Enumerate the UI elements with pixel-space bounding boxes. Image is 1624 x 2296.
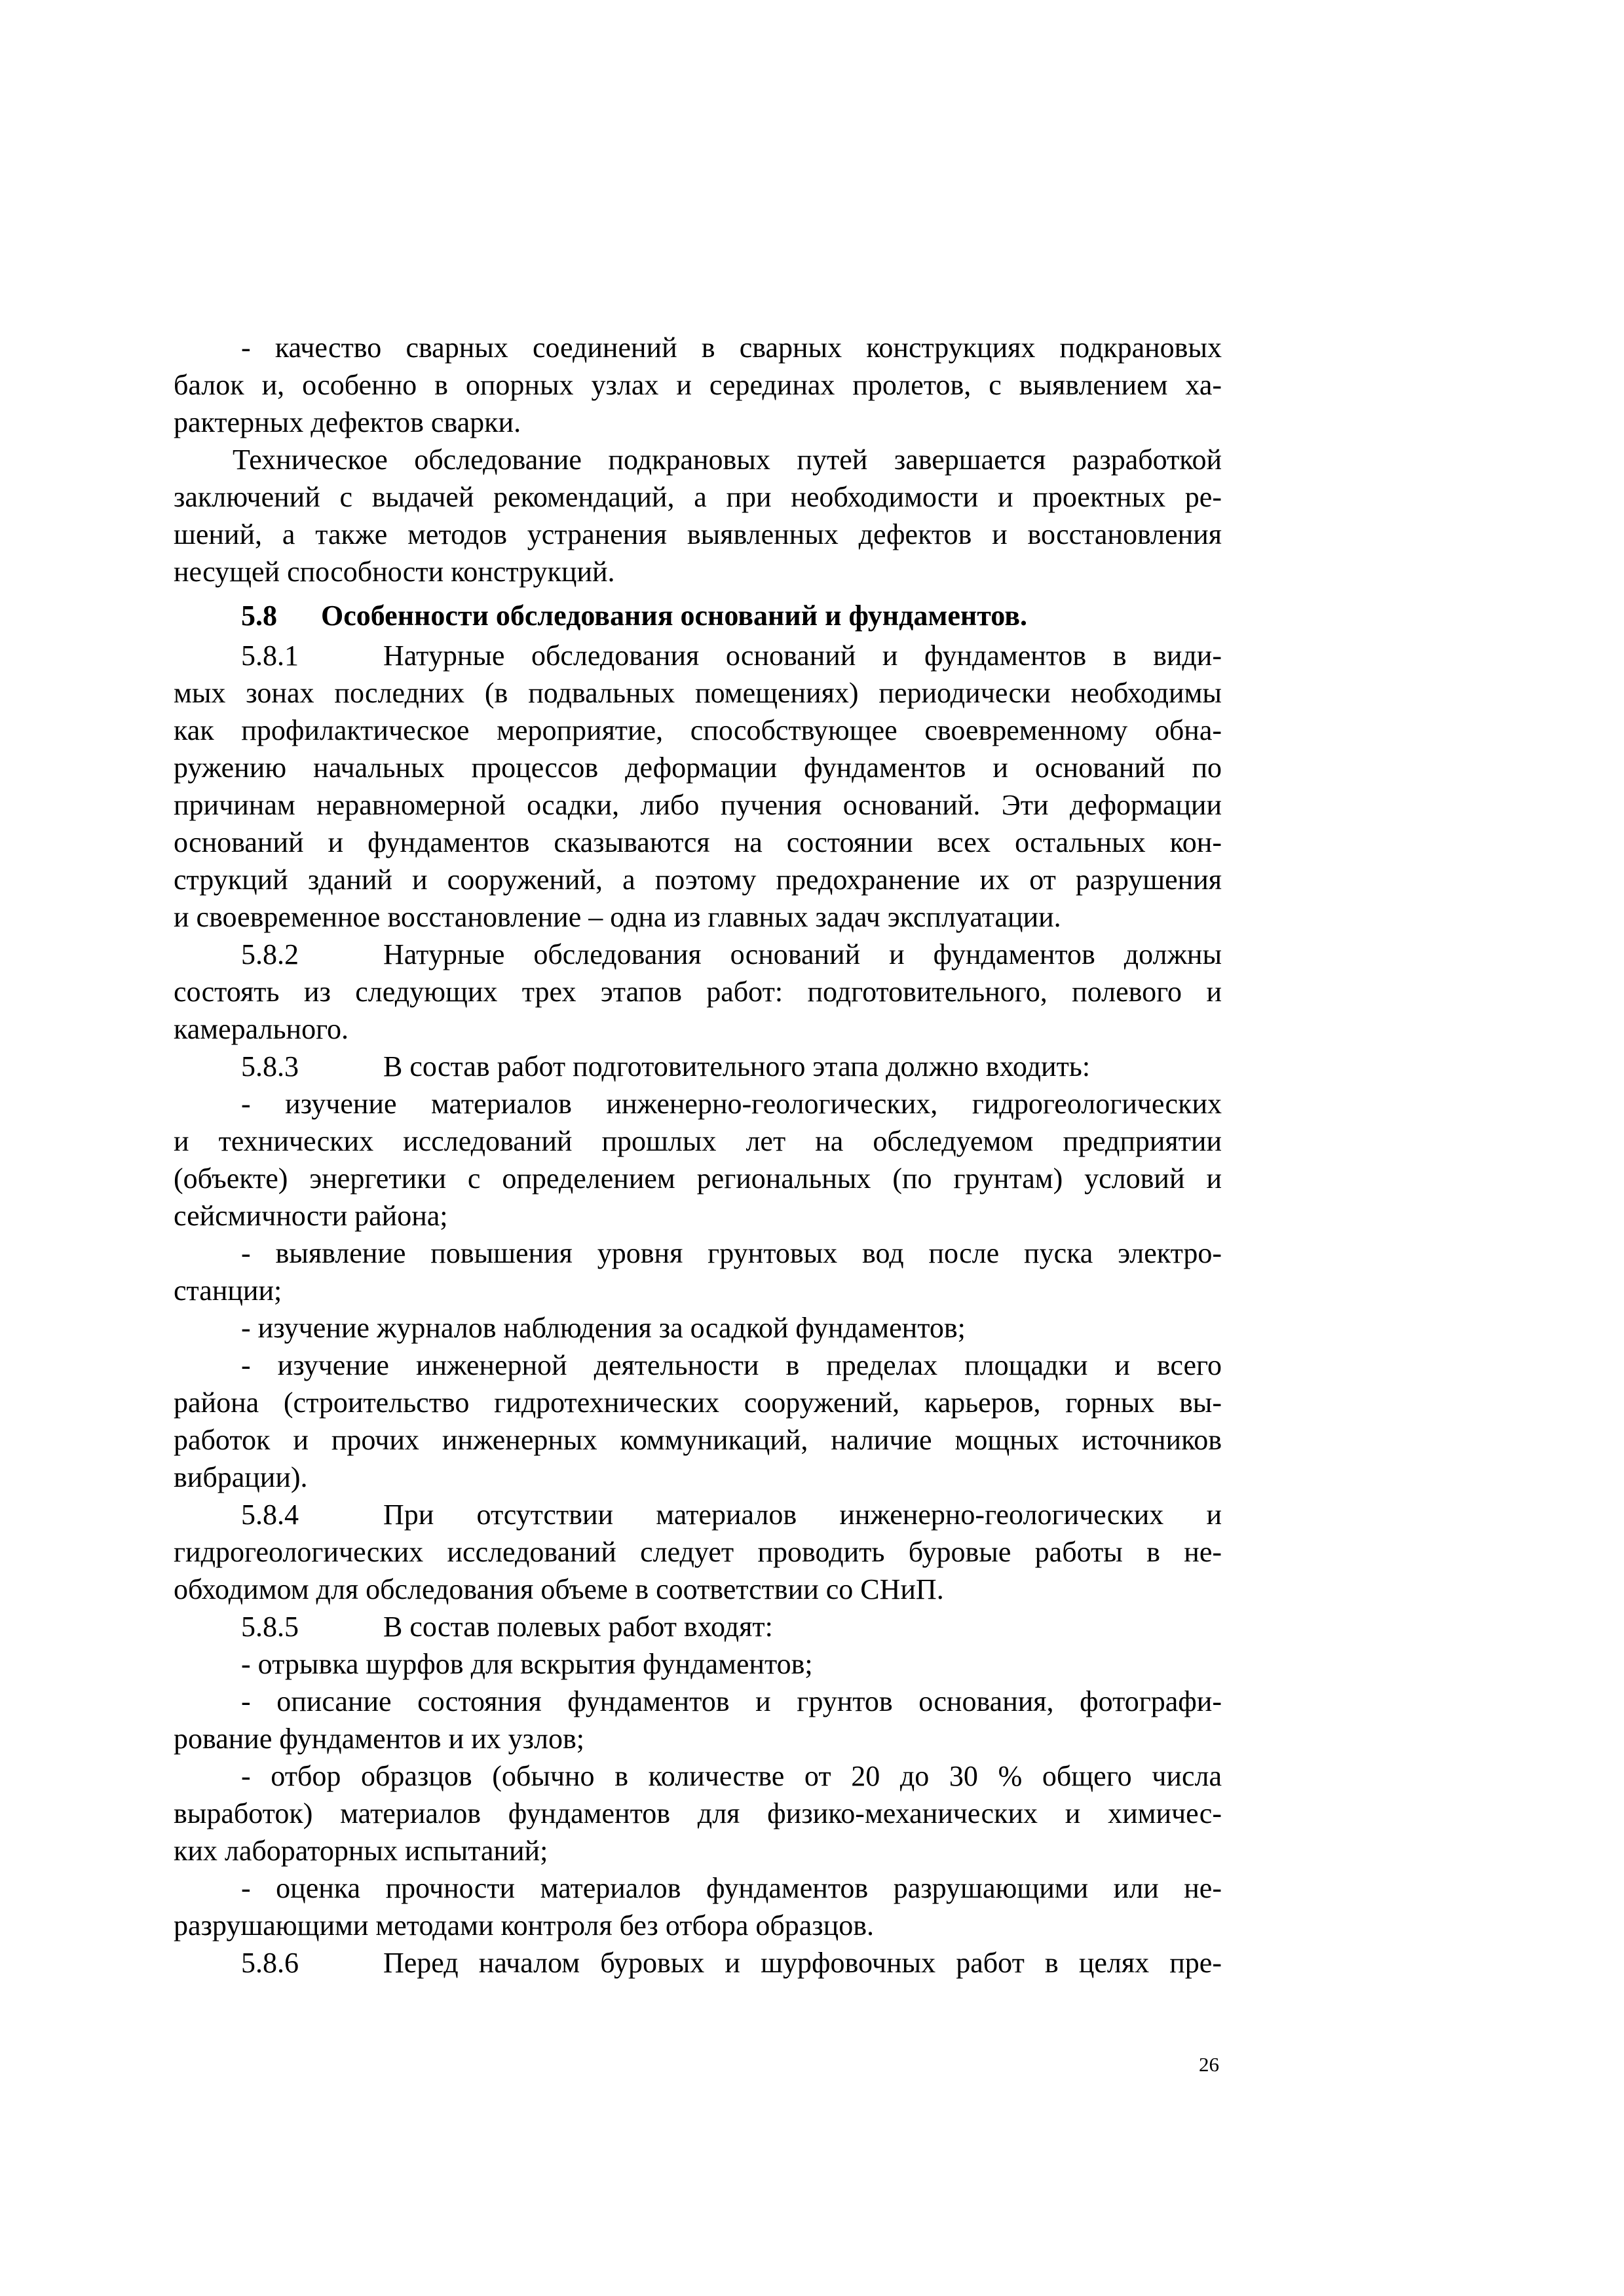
- text-line: струкций зданий и сооружений, а поэтому предохранение их от разрушения: [174, 864, 1222, 896]
- clause-5-8-3: [174, 1048, 1222, 1085]
- text-line: Техническое обследование подкрановых путей завершается разработкой: [233, 444, 1222, 476]
- text-line: несущей способности конструкций.: [174, 556, 615, 588]
- text-line: ружению начальных процессов деформации фундаментов и оснований по: [174, 752, 1222, 784]
- text-line: - изучение инженерной деятельности в пределах площадки и всего: [241, 1349, 1222, 1381]
- text-line: рактерных дефектов сварки.: [174, 406, 521, 438]
- clause-number: 5.8.1: [241, 640, 299, 672]
- text-line: как профилактическое мероприятие, способствующее своевременному обна-: [174, 714, 1222, 746]
- text-line: станции;: [174, 1274, 282, 1307]
- text-line: шений, а также методов устранения выявленных дефектов и восстановления: [174, 518, 1222, 550]
- bullet-settlement-logs: [174, 1309, 1222, 1347]
- bullet-pits: [174, 1645, 1222, 1683]
- clause-5-8-6: [174, 1944, 1222, 1981]
- text-line: - выявление повышения уровня грунтовых вод после пуска электро-: [241, 1237, 1222, 1269]
- text-line: заключений с выдачей рекомендаций, а при необходимости и проектных ре-: [174, 481, 1222, 513]
- clause-first-line: [174, 1944, 1222, 1981]
- text-line: оснований и фундаментов сказываются на состоянии всех остальных кон-: [174, 826, 1222, 858]
- text-line: балок и, особенно в опорных узлах и серединах пролетов, с выявлением ха-: [174, 369, 1222, 401]
- page-body: [174, 329, 1222, 1981]
- clause-5-8-1: [174, 637, 1222, 936]
- text-line: - качество сварных соединений в сварных конструкциях подкрановых: [241, 332, 1222, 364]
- clause-5-8-5: [174, 1608, 1222, 1645]
- text-line: рование фундаментов и их узлов;: [174, 1723, 584, 1755]
- clause-number: 5.8.5: [241, 1611, 299, 1643]
- clause-text: Натурные обследования оснований и фундаментов должны: [383, 938, 1222, 970]
- text-line: камерального.: [174, 1013, 349, 1045]
- section-number: 5.8: [241, 600, 277, 632]
- text-line: гидрогеологических исследований следует проводить буровые работы в не-: [174, 1536, 1222, 1568]
- text-line: района (строительство гидротехнических сооружений, карьеров, горных вы-: [174, 1387, 1222, 1419]
- text-line: - оценка прочности материалов фундаментов разрушающими или не-: [241, 1872, 1222, 1904]
- text-line: разрушающими методами контроля без отбора образцов.: [174, 1909, 874, 1942]
- clause-first-line: [174, 637, 1222, 674]
- bullet-sampling: [174, 1757, 1222, 1869]
- bullet-groundwater: [174, 1234, 1222, 1309]
- clause-number: 5.8.3: [241, 1050, 299, 1082]
- text-line: и технических исследований прошлых лет на обследуемом предприятии: [174, 1125, 1222, 1157]
- clause-number: 5.8.6: [241, 1947, 299, 1979]
- clause-5-8-2: [174, 936, 1222, 1048]
- clause-number: 5.8.4: [241, 1499, 299, 1531]
- text-line: мых зонах последних (в подвальных помещениях) периодически необходимы: [174, 677, 1222, 709]
- bullet-weld-quality: [174, 329, 1222, 441]
- text-line: (объекте) энергетики с определением региональных (по грунтам) условий и: [174, 1162, 1222, 1195]
- text-line: вибрации).: [174, 1461, 308, 1493]
- bullet-study-materials: [174, 1085, 1222, 1234]
- text-line: и своевременное восстановление – одна из главных задач эксплуатации.: [174, 901, 1061, 933]
- clause-first-line: [174, 1048, 1222, 1085]
- text-line: обходимом для обследования объеме в соответствии со СНиП.: [174, 1573, 944, 1605]
- text-line: - описание состояния фундаментов и грунтов основания, фотографи-: [241, 1685, 1222, 1717]
- clause-text: В состав работ подготовительного этапа должно входить:: [383, 1050, 1091, 1082]
- clause-text: Перед началом буровых и шурфовочных работ в целях пре-: [383, 1947, 1222, 1979]
- section-heading: [174, 597, 1222, 634]
- section-title: Особенности обследования оснований и фундаментов.: [321, 600, 1027, 632]
- text-line: состоять из следующих трех этапов работ: подготовительного, полевого и: [174, 976, 1222, 1008]
- page-number: 26: [1199, 2053, 1219, 2076]
- clause-number: 5.8.2: [241, 938, 299, 970]
- text-line: работок и прочих инженерных коммуникаций, наличие мощных источников: [174, 1424, 1222, 1456]
- text-line: выработок) материалов фундаментов для физико-механических и химичес-: [174, 1797, 1222, 1829]
- bullet-engineering-activity: [174, 1347, 1222, 1496]
- text-line: - изучение журналов наблюдения за осадкой фундаментов;: [241, 1312, 966, 1344]
- clause-text: В состав полевых работ входят:: [383, 1611, 773, 1643]
- clause-text: При отсутствии материалов инженерно-геологических и: [383, 1499, 1222, 1531]
- paragraph-conclusion: [174, 441, 1222, 590]
- text-line: - отрывка шурфов для вскрытия фундаментов;: [241, 1648, 813, 1680]
- text-line: сейсмичности района;: [174, 1200, 448, 1232]
- clause-first-line: [174, 1496, 1222, 1533]
- clause-5-8-4: [174, 1496, 1222, 1608]
- bullet-strength-assessment: [174, 1869, 1222, 1944]
- clause-text: Натурные обследования оснований и фундаментов в види-: [383, 640, 1222, 672]
- clause-first-line: [174, 1608, 1222, 1645]
- text-line: ких лабораторных испытаний;: [174, 1835, 548, 1867]
- text-line: - изучение материалов инженерно-геологических, гидрогеологических: [241, 1088, 1222, 1120]
- text-line: причинам неравномерной осадки, либо пучения оснований. Эти деформации: [174, 789, 1222, 821]
- clause-first-line: [174, 936, 1222, 973]
- bullet-condition-description: [174, 1683, 1222, 1757]
- text-line: - отбор образцов (обычно в количестве от 20 до 30 % общего числа: [241, 1760, 1222, 1792]
